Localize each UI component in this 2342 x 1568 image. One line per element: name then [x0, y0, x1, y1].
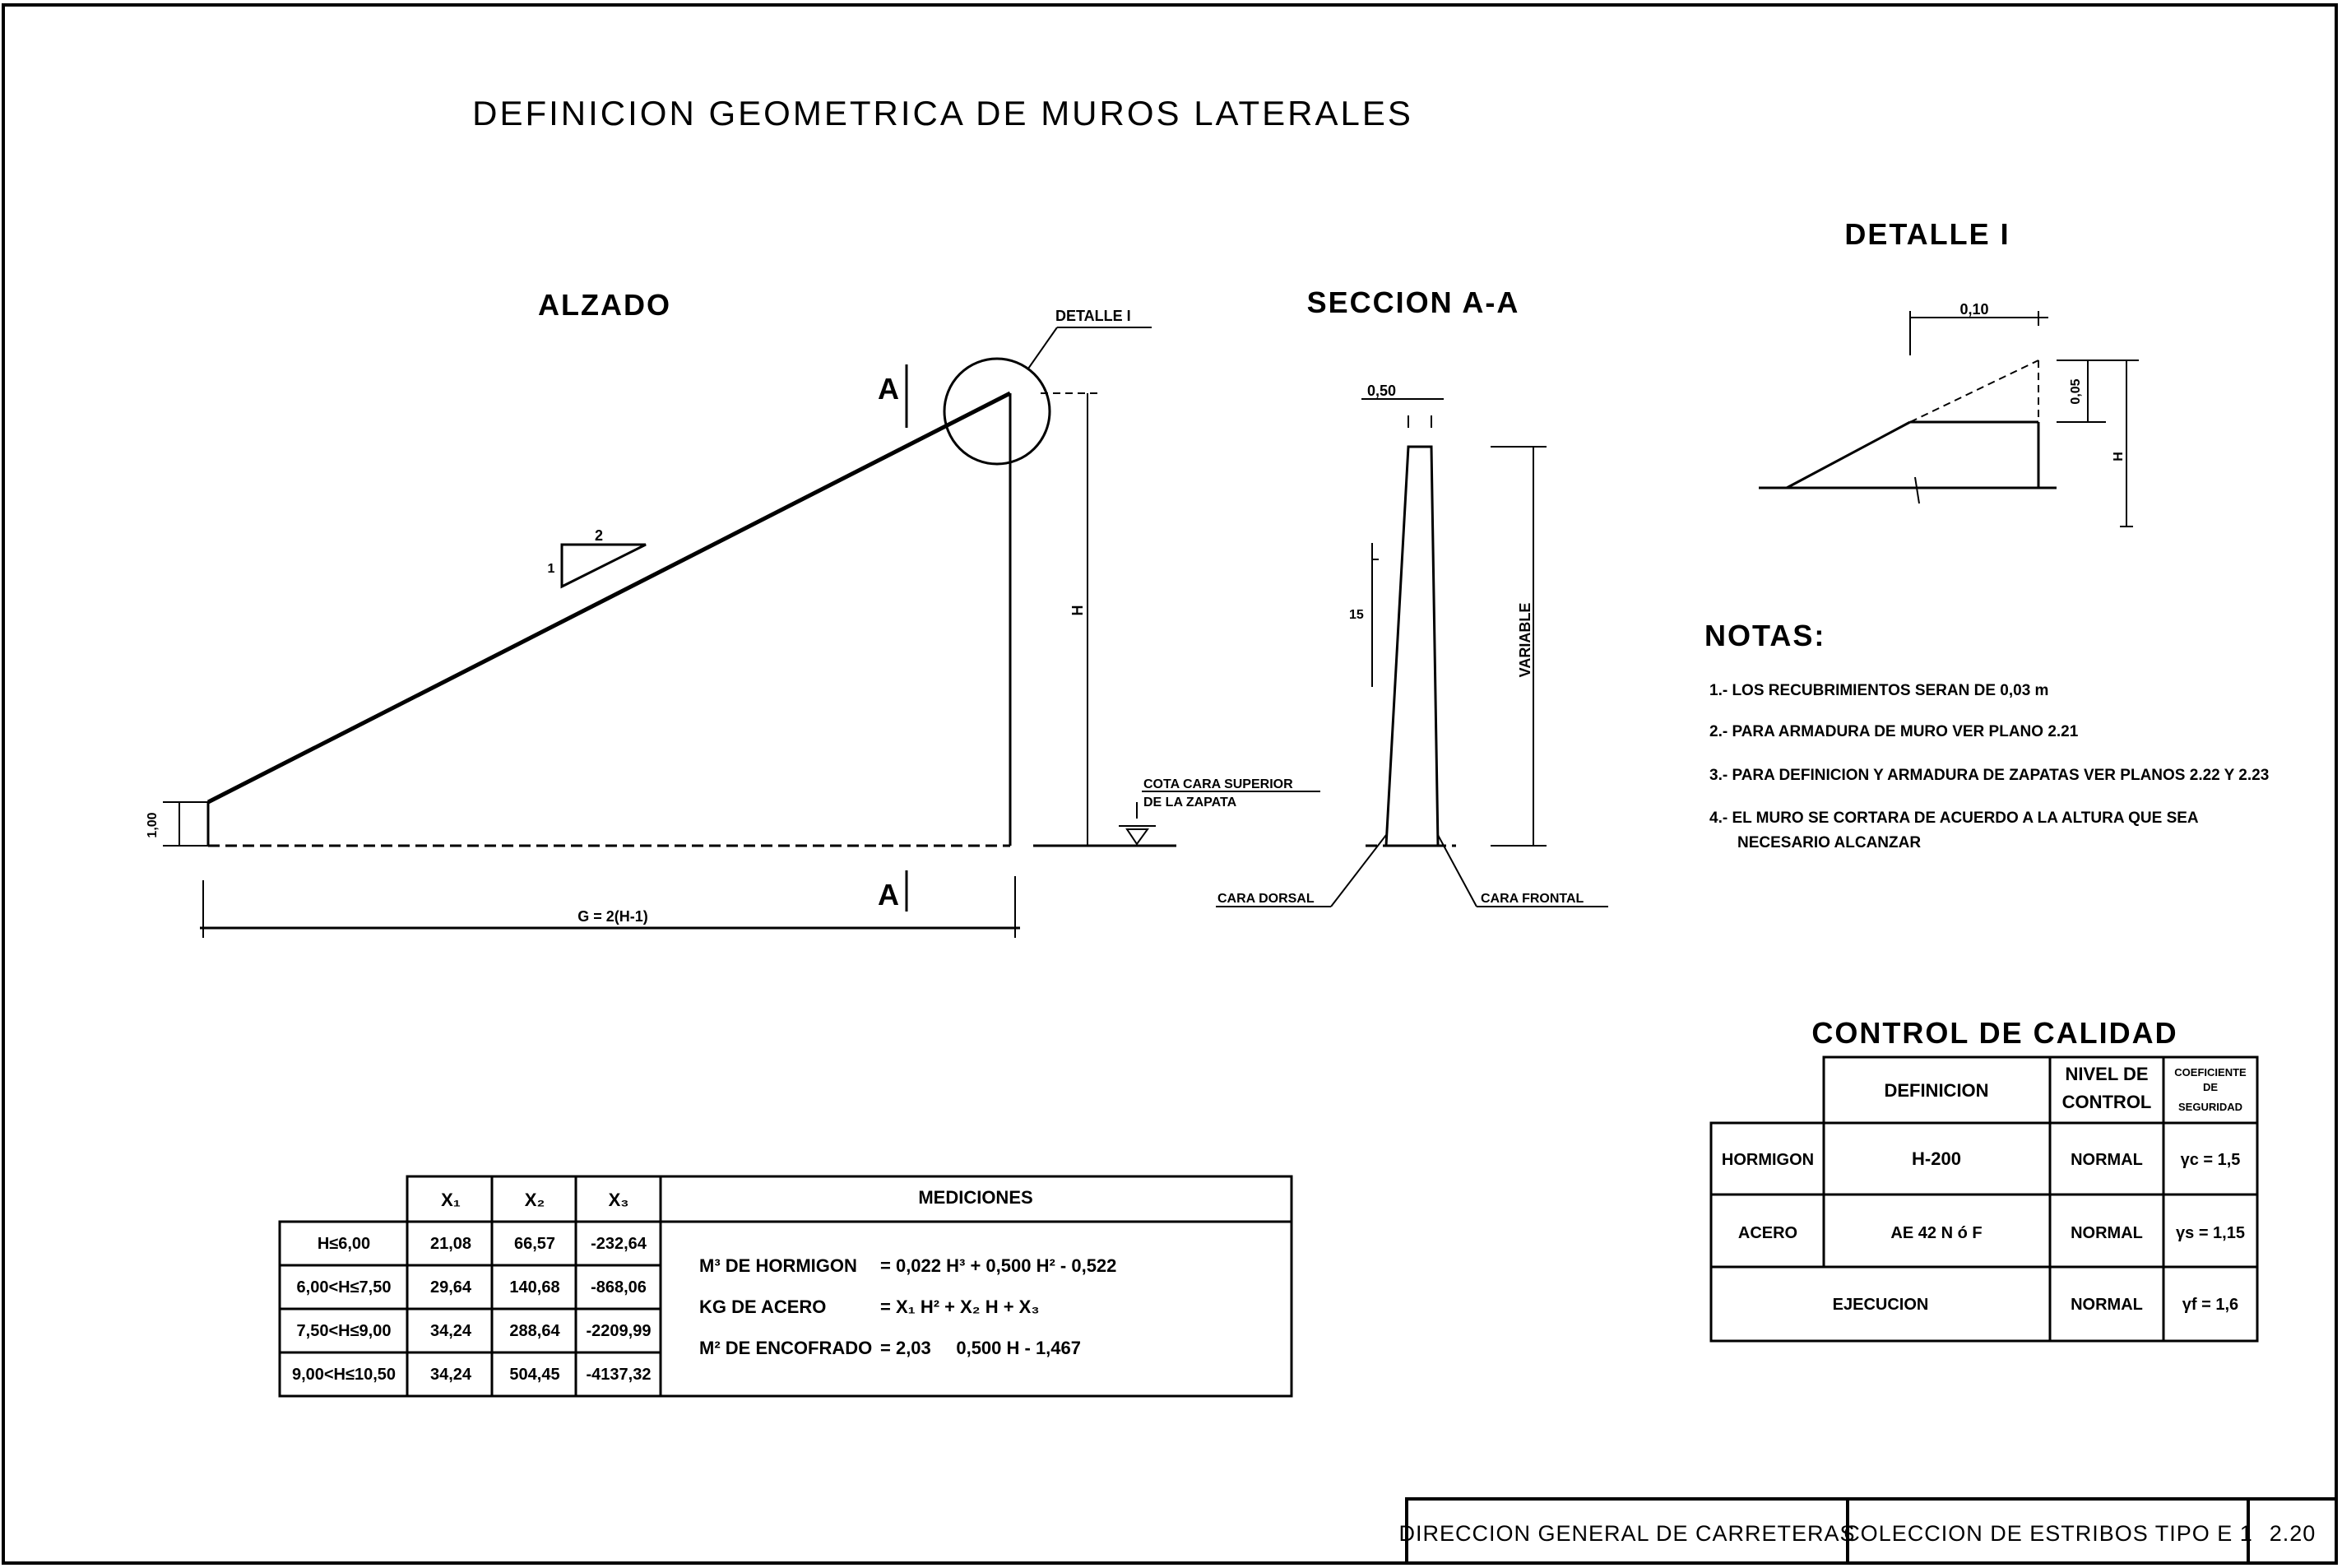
- med-header-mediciones: MEDICIONES: [918, 1187, 1033, 1208]
- slope-rise: 1: [547, 562, 555, 576]
- control-row-acero-nivel: NORMAL: [2071, 1224, 2143, 1242]
- control-col-nivel-2: CONTROL: [2061, 1092, 2152, 1112]
- med-row3-x1: 34,24: [429, 1366, 472, 1384]
- title-block-sheet-number: 2.20: [2269, 1521, 2316, 1546]
- med-row3-x2: 504,45: [509, 1366, 560, 1384]
- med-row1-range: 6,00<H≤7,50: [296, 1278, 392, 1297]
- variable-label: VARIABLE: [1517, 602, 1533, 678]
- cota-label-line1: COTA CARA SUPERIOR: [1143, 777, 1293, 791]
- detalle-h-label: H: [2112, 452, 2126, 462]
- control-row-acero-def: AE 42 N ó F: [1890, 1224, 1983, 1242]
- detalle-view: [1759, 217, 2139, 527]
- control-row-hormigon-def: H-200: [1912, 1148, 1961, 1169]
- formula-hormigon: = 0,022 H³ + 0,500 H² - 0,522: [880, 1255, 1117, 1276]
- nota-4-cont: NECESARIO ALCANZAR: [1737, 834, 1922, 851]
- control-col-definicion: DEFINICION: [1884, 1080, 1989, 1101]
- control-row-hormigon-nivel: NORMAL: [2071, 1151, 2143, 1169]
- cara-frontal-label: CARA FRONTAL: [1481, 892, 1584, 906]
- control-row-hormigon-coef: γc = 1,5: [2180, 1151, 2241, 1169]
- dim-010-label: 0,10: [1959, 301, 1989, 318]
- dim-005-label: 0,05: [2069, 378, 2083, 405]
- med-row2-x3: -2209,99: [586, 1322, 652, 1340]
- detalle-break: [1915, 477, 1919, 503]
- formula-encofrado: = 2,03 0,500 H - 1,467: [880, 1338, 1081, 1358]
- cara-dorsal-label: CARA DORSAL: [1217, 892, 1315, 906]
- title-block-organization: DIRECCION GENERAL DE CARRETERAS: [1398, 1521, 1856, 1546]
- med-header-x2: X₂: [524, 1190, 545, 1210]
- control-row-acero-coef: γs = 1,15: [2176, 1224, 2245, 1242]
- med-row2-x1: 34,24: [429, 1322, 472, 1340]
- frontal-leader: [1438, 835, 1477, 907]
- section-mark-top: A: [878, 372, 901, 406]
- med-row2-x2: 288,64: [509, 1322, 560, 1340]
- alzado-top-slope: [208, 393, 1010, 802]
- detalle-slope-solid: [1787, 422, 1910, 488]
- nota-1: 1.- LOS RECUBRIMIENTOS SERAN DE 0,03 m: [1709, 682, 2049, 699]
- control-col-coef-3: SEGURIDAD: [2177, 1101, 2243, 1113]
- title-block: [1398, 1499, 2336, 1563]
- control-row-ejecucion-nivel: NORMAL: [2071, 1296, 2143, 1314]
- h-dimension-label: H: [1069, 605, 1086, 616]
- seccion-heading: SECCION A-A: [1306, 285, 1520, 319]
- top-width-label: 0,50: [1367, 383, 1397, 399]
- nota-4: 4.- EL MURO SE CORTARA DE ACUERDO A LA ALTURA QUE SEA: [1709, 810, 2199, 827]
- detalle-slope-dashed: [1910, 360, 2038, 422]
- nota-3: 3.- PARA DEFINICION Y ARMADURA DE ZAPATAS VER PLANOS 2.22 Y 2.23: [1709, 767, 2270, 784]
- med-row0-x2: 66,57: [513, 1235, 556, 1253]
- med-row0-x1: 21,08: [429, 1235, 472, 1253]
- cota-label-line2: DE LA ZAPATA: [1143, 796, 1237, 810]
- control-calidad-heading: CONTROL DE CALIDAD: [1811, 1016, 2178, 1050]
- med-row3-range: 9,00<H≤10,50: [291, 1366, 397, 1384]
- formula-hormigon-label: M³ DE HORMIGON: [699, 1255, 857, 1276]
- level-marker: [1127, 829, 1148, 844]
- med-header-x1: X₁: [441, 1190, 461, 1210]
- formula-acero: = X₁ H² + X₂ H + X₃: [880, 1297, 1040, 1317]
- notas-block: [1704, 619, 2269, 851]
- base-height-label: 1,00: [146, 812, 160, 838]
- mediciones-table: [280, 1176, 1292, 1396]
- med-row1-x3: -868,06: [591, 1278, 647, 1297]
- slope-run: 2: [594, 527, 604, 544]
- control-row-ejecucion: EJECUCION: [1832, 1296, 1929, 1314]
- med-row1-x2: 140,68: [509, 1278, 560, 1297]
- control-row-acero: ACERO: [1737, 1224, 1798, 1242]
- detalle-leader: [1028, 327, 1057, 369]
- slope-triangle: [562, 545, 646, 587]
- detalle-callout-label: DETALLE I: [1055, 308, 1131, 324]
- alzado-view: [146, 288, 1320, 938]
- nota-2: 2.- PARA ARMADURA DE MURO VER PLANO 2.21: [1709, 723, 2079, 740]
- detalle-circle: [944, 359, 1050, 464]
- detalle-heading: DETALLE I: [1844, 217, 2010, 251]
- formula-acero-label: KG DE ACERO: [699, 1297, 827, 1317]
- med-header-x3: X₃: [608, 1190, 629, 1210]
- wall-section: [1386, 447, 1438, 846]
- control-col-coef-2: DE: [2202, 1081, 2219, 1093]
- med-row1-x1: 29,64: [429, 1278, 472, 1297]
- med-row0-x3: -232,64: [591, 1235, 647, 1253]
- formula-encofrado-label: M² DE ENCOFRADO: [699, 1338, 873, 1358]
- batter-label: 15: [1349, 608, 1364, 622]
- control-row-ejecucion-coef: γf = 1,6: [2182, 1296, 2239, 1314]
- control-row-hormigon: HORMIGON: [1721, 1151, 1815, 1169]
- dorsal-leader: [1331, 835, 1386, 907]
- med-row2-range: 7,50<H≤9,00: [296, 1322, 392, 1340]
- drawing-title: DEFINICION GEOMETRICA DE MUROS LATERALES: [472, 94, 1413, 132]
- control-calidad-table: [1711, 1016, 2257, 1341]
- section-mark-bottom: A: [878, 878, 901, 912]
- title-block-collection: COLECCION DE ESTRIBOS TIPO E 1: [1843, 1521, 2253, 1546]
- control-col-nivel-1: NIVEL DE: [2065, 1064, 2149, 1084]
- control-col-coef-1: COEFICIENTE: [2174, 1066, 2247, 1079]
- notas-heading: NOTAS:: [1704, 619, 1826, 652]
- med-row0-range: H≤6,00: [317, 1235, 371, 1253]
- med-row3-x3: -4137,32: [586, 1366, 652, 1384]
- seccion-view: [1216, 285, 1608, 907]
- alzado-heading: ALZADO: [538, 288, 671, 322]
- g-dimension-label: G = 2(H-1): [577, 908, 648, 925]
